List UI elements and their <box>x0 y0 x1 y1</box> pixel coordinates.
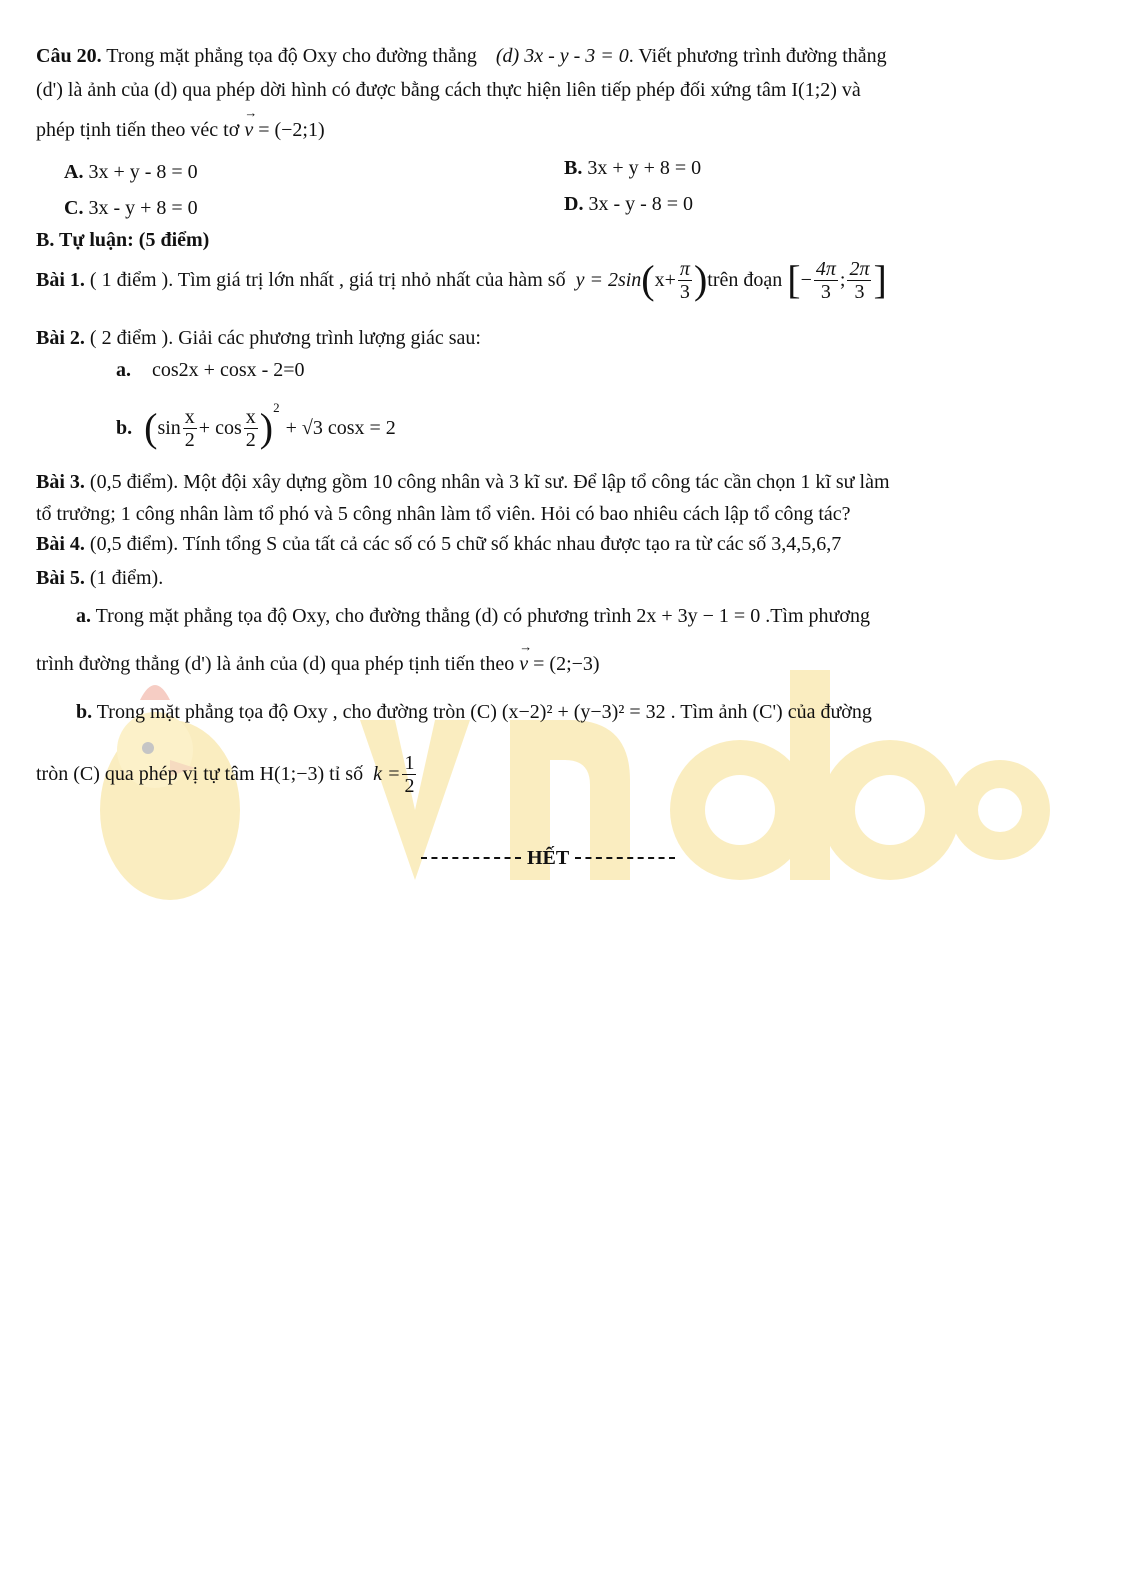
k-symbol: k = <box>373 763 401 785</box>
bai2-label: Bài 2. <box>36 327 85 349</box>
bai2-a <box>116 358 305 382</box>
bai3-text-1: (0,5 điểm). Một đội xây dựng gồm 10 công nhân và 3 kĩ sư. Để lập tổ công tác cần chọn 1 kĩ sư làm <box>89 471 890 493</box>
option-b-key: B. <box>564 157 583 179</box>
bai5-a-line2 <box>36 652 600 676</box>
vector-v-value: = (−2;1) <box>253 119 325 141</box>
vector-v: → v <box>244 118 253 142</box>
bai5-heading <box>36 566 163 590</box>
bai5-a-text-2: trình đường thẳng (d') là ảnh của (d) qua phép tịnh tiến theo <box>36 653 515 675</box>
frac-den: 3 <box>820 280 831 303</box>
bai2-b <box>116 396 396 460</box>
cau20-option-b <box>564 156 701 180</box>
option-b-text: 3x + y + 8 = 0 <box>587 157 702 179</box>
exponent: 2 <box>273 400 280 415</box>
end-text: HẾT <box>527 847 570 869</box>
frac-num: 4π <box>815 257 836 280</box>
cau20-line3 <box>36 118 325 142</box>
cau20-text-3: phép tịnh tiến theo véc tơ <box>36 119 240 141</box>
vector-v: → v <box>519 652 528 676</box>
end-marker <box>415 846 681 870</box>
option-a-text: 3x + y - 8 = 0 <box>88 161 198 183</box>
paren-open: ( <box>144 405 158 450</box>
bai2-b-rest: + √3 cosx = 2 <box>285 417 396 439</box>
option-a-key: A. <box>64 161 84 183</box>
cau20-option-a <box>64 160 198 184</box>
bai1-x-plus: x+ <box>654 269 676 291</box>
bai5-b-label: b. <box>76 701 93 723</box>
bai5-a-label: a. <box>76 605 91 627</box>
bai2-a-equation: cos2x + cosx - 2=0 <box>152 359 305 381</box>
cau20-label: Câu 20. <box>36 45 102 67</box>
x-over-2-fraction <box>244 406 258 451</box>
bai1-function: y = 2sin <box>575 269 642 291</box>
divider <box>575 857 675 859</box>
bai5-b-text-1: Trong mặt phẳng tọa độ Oxy , cho đường tròn (C) (x−2)² + (y−3)² = 32 . Tìm ảnh (C') của đường <box>96 701 872 723</box>
bai2-b-label: b. <box>116 417 133 439</box>
section-b-heading: B. Tự luận: (5 điểm) <box>36 229 210 251</box>
frac-den: 3 <box>679 280 690 303</box>
bai5-label: Bài 5. <box>36 567 85 589</box>
bai5-text: (1 điểm). <box>89 567 164 589</box>
paren-open: ( <box>641 257 655 302</box>
frac-num: 1 <box>404 751 415 774</box>
divider <box>421 857 521 859</box>
bracket-open: [ <box>787 257 801 302</box>
bai4-text: (0,5 điểm). Tính tổng S của tất cả các số có 5 chữ số khác nhau được tạo ra từ các số 3,4,5,6,7 <box>89 533 842 555</box>
cos-text: cos <box>215 417 242 439</box>
semicolon: ; <box>839 269 846 291</box>
frac-num: x <box>245 405 256 428</box>
bai4 <box>36 532 841 556</box>
bai3-label: Bài 3. <box>36 471 85 493</box>
bai1-label: Bài 1. <box>36 269 85 291</box>
frac-num: 2π <box>849 257 870 280</box>
x-over-2-fraction <box>183 406 197 451</box>
paren-close: ) <box>693 257 708 302</box>
pi-over-3-fraction <box>678 258 692 303</box>
bai5-a-line1 <box>76 604 870 628</box>
option-d-key: D. <box>564 193 584 215</box>
2pi-over-3-fraction <box>847 258 871 303</box>
bai3-line1 <box>36 470 890 494</box>
bai2-text: ( 2 điểm ). Giải các phương trình lượng giác sau: <box>89 327 481 349</box>
bai1-tren-doan: trên đoạn <box>707 269 783 291</box>
neg-4pi-over-3-fraction <box>814 258 838 303</box>
option-c-key: C. <box>64 197 84 219</box>
bai4-label: Bài 4. <box>36 533 85 555</box>
frac-den: 2 <box>184 428 195 451</box>
paren-close: ) <box>259 405 274 450</box>
minus-sign: − <box>800 269 812 291</box>
bai5-b-line1 <box>76 700 872 724</box>
cau20-option-d <box>564 192 693 216</box>
cau20-d-equation: (d) 3x - y - 3 = 0 <box>495 45 629 67</box>
bai5-b-line2 <box>36 744 418 804</box>
one-half-fraction <box>402 752 416 797</box>
vector-v-value: = (2;−3) <box>528 653 600 675</box>
frac-den: 2 <box>245 428 256 451</box>
bai1 <box>36 250 887 310</box>
cau20-text-1-end: . Viết phương trình đường thẳng <box>628 45 887 67</box>
cau20-line1 <box>36 44 887 68</box>
cau20-text-1: Trong mặt phẳng tọa độ Oxy cho đường thẳng <box>106 45 477 67</box>
option-d-text: 3x - y - 8 = 0 <box>588 193 694 215</box>
bai2-heading <box>36 326 481 350</box>
bai3-line2: tổ trưởng; 1 công nhân làm tổ phó và 5 công nhân làm tổ viên. Hỏi có bao nhiêu cách lập tổ công tác? <box>36 503 851 525</box>
bracket-close: ] <box>873 257 887 302</box>
sin-text: sin <box>157 417 181 439</box>
bai5-b-text-2: tròn (C) qua phép vị tự tâm H(1;−3) tỉ số <box>36 763 364 785</box>
bai5-a-text-1: Trong mặt phẳng tọa độ Oxy, cho đường thẳng (d) có phương trình 2x + 3y − 1 = 0 .Tìm phương <box>95 605 870 627</box>
bai2-a-label: a. <box>116 359 131 381</box>
frac-den: 3 <box>854 280 865 303</box>
frac-num: π <box>679 257 690 280</box>
frac-den: 2 <box>404 774 415 797</box>
plus-sign: + <box>198 417 211 439</box>
option-c-text: 3x - y + 8 = 0 <box>88 197 198 219</box>
bai1-text: ( 1 điểm ). Tìm giá trị lớn nhất , giá trị nhỏ nhất của hàm số <box>89 269 566 291</box>
frac-num: x <box>184 405 195 428</box>
cau20-option-c <box>64 196 198 220</box>
cau20-line2: (d') là ảnh của (d) qua phép dời hình có được bằng cách thực hiện liên tiếp phép đối xứng tâm I(1;2) và <box>36 79 861 101</box>
